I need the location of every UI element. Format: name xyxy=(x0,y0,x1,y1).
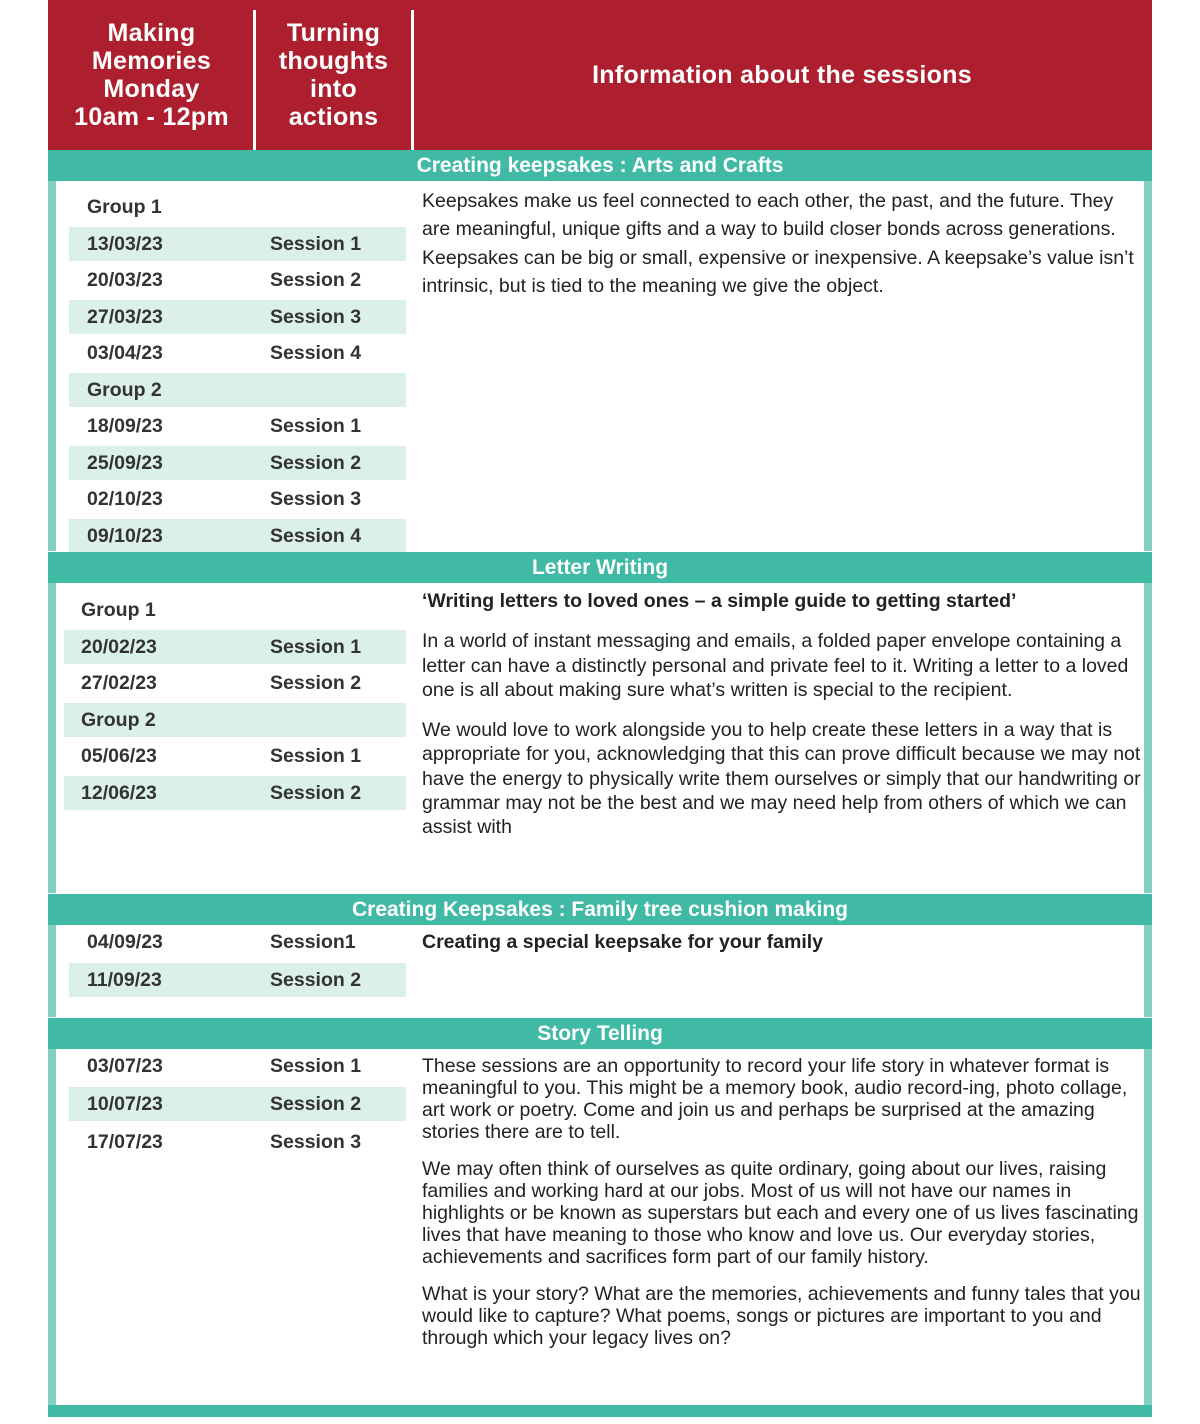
session-info xyxy=(422,929,1144,955)
session-info xyxy=(422,589,1144,840)
info-paragraph: We would love to work alongside you to help create these letters in a way that is appropriate for you, acknowledging that this can prove difficult because we may not have the energy to physically write them ourselves or simply that our handwriting or grammar may not be the best and we may need help from others of which we can assist with xyxy=(422,719,1141,839)
session-label: Session 2 xyxy=(270,451,362,474)
table-row xyxy=(69,300,406,334)
session-date: 13/03/23 xyxy=(87,232,163,255)
session-date: 27/02/23 xyxy=(81,672,157,694)
group-label: Group 2 xyxy=(87,378,162,401)
session-label: Session 4 xyxy=(270,342,362,364)
table-row xyxy=(64,776,406,810)
session-date: 20/02/23 xyxy=(81,635,157,658)
table-row xyxy=(69,1049,406,1083)
session-date: 09/10/23 xyxy=(87,524,163,547)
session-date: 18/09/23 xyxy=(87,415,163,437)
header-programme-line: Monday xyxy=(103,75,200,103)
session-label: Session 2 xyxy=(270,672,362,694)
info-subtitle: ‘Writing letters to loved ones – a simple guide to getting started’ xyxy=(422,590,1017,612)
header-programme xyxy=(48,0,255,150)
schedule-document xyxy=(48,0,1152,1349)
group-row xyxy=(69,373,406,407)
session-date: 20/03/23 xyxy=(87,269,163,291)
session-date: 17/07/23 xyxy=(87,1131,163,1153)
session-table xyxy=(69,1049,406,1159)
session-label: Session 1 xyxy=(270,635,362,658)
group-label: Group 2 xyxy=(81,708,156,731)
header-programme-line: 10am - 12pm xyxy=(74,103,229,131)
info-paragraph: In a world of instant messaging and emails, a folded paper envelope containing a letter can have a distinctly personal and private feel to it. Writing a letter to a loved one is all about making sure what’s written is special to the recipient. xyxy=(422,630,1129,701)
session-date: 03/07/23 xyxy=(87,1055,163,1077)
table-row xyxy=(69,227,406,261)
group-row xyxy=(64,703,406,737)
info-subtitle: Creating a special keepsake for your family xyxy=(422,931,824,953)
session-date: 02/10/23 xyxy=(87,488,163,510)
session-label: Session 2 xyxy=(270,1093,362,1115)
session-label: Session 2 xyxy=(270,269,362,291)
table-row xyxy=(64,666,406,700)
bottom-border xyxy=(48,1405,1152,1417)
session-label: Session 3 xyxy=(270,1131,362,1153)
table-row xyxy=(69,446,406,480)
group-row xyxy=(69,190,406,224)
group-label: Group 1 xyxy=(81,599,156,621)
info-paragraph: Keepsakes make us feel connected to each other, the past, and the future. They are meaningful, unique gifts and a way to build closer bonds across generations. Keepsakes can be big or small, expensive or inexpensive. A keepsake’s value isn’t intrinsic, but is tied to the meaning we give the object. xyxy=(422,190,1134,297)
section-title-story-telling: Story Telling xyxy=(48,1018,1152,1049)
session-table xyxy=(69,925,406,997)
session-label: Session 1 xyxy=(270,232,362,255)
section-title-arts-crafts: Creating keepsakes : Arts and Crafts xyxy=(48,150,1152,181)
session-date: 03/04/23 xyxy=(87,342,163,364)
section-title-letter-writing: Letter Writing xyxy=(48,552,1152,583)
table-row xyxy=(69,519,406,553)
session-info xyxy=(422,1055,1144,1349)
section-story-telling xyxy=(48,1049,1152,1405)
info-paragraph: We may often think of ourselves as quite ordinary, going about our lives, raising families and working hard at our jobs. Most of us will not have our names in highlights or be known as superstars but each and every one of us lives fascinating lives that have meaning to those who know and love us. Our everyday stories, achievements and sacrifices form part of our family history. xyxy=(422,1158,1139,1268)
session-label: Session 3 xyxy=(270,488,362,510)
session-label: Session 3 xyxy=(270,305,362,328)
header-subtitle-line: into xyxy=(309,75,357,103)
table-row xyxy=(69,263,406,297)
session-date: 11/09/23 xyxy=(87,969,162,991)
session-date: 25/09/23 xyxy=(87,451,163,474)
header-subtitle-line: actions xyxy=(288,103,379,131)
session-table xyxy=(69,190,406,553)
header-subtitle xyxy=(255,0,412,150)
table-row xyxy=(64,739,406,773)
session-label: Session 2 xyxy=(270,781,362,804)
table-row xyxy=(69,925,406,959)
table-row xyxy=(69,482,406,516)
session-label: Session1 xyxy=(270,931,356,953)
session-table xyxy=(64,593,406,810)
table-header xyxy=(48,0,1152,150)
table-row xyxy=(69,409,406,443)
group-row xyxy=(64,593,406,627)
info-paragraph: What is your story? What are the memories, achievements and funny tales that you would like to capture? What poems, songs or pictures are important to you and through which your legacy lives on? xyxy=(422,1283,1141,1349)
table-row xyxy=(69,963,406,997)
section-letter-writing xyxy=(48,583,1152,893)
info-paragraph: These sessions are an opportunity to record your life story in whatever format is meaningful to you. This might be a memory book, audio record-ing, photo collage, art work or poetry. Come and join us and perhaps be surprised at the amazing stories there are to tell. xyxy=(422,1055,1128,1143)
session-label: Session 1 xyxy=(270,745,362,767)
session-date: 10/07/23 xyxy=(87,1093,163,1115)
session-info xyxy=(422,187,1144,300)
table-row xyxy=(69,336,406,370)
group-label: Group 1 xyxy=(87,196,162,218)
table-row xyxy=(64,630,406,664)
table-row xyxy=(69,1125,406,1159)
session-label: Session 2 xyxy=(270,969,362,991)
section-arts-crafts xyxy=(48,181,1152,551)
session-date: 04/09/23 xyxy=(87,931,163,953)
header-info-title: Information about the sessions xyxy=(592,61,972,89)
header-subtitle-line: Turning xyxy=(286,19,381,47)
section-cushion-making xyxy=(48,925,1152,1017)
header-programme-line: Making xyxy=(107,19,196,47)
table-row xyxy=(69,1087,406,1121)
session-label: Session 4 xyxy=(270,524,362,547)
session-label: Session 1 xyxy=(270,1055,362,1077)
section-title-cushion-making: Creating Keepsakes : Family tree cushion making xyxy=(48,894,1152,925)
header-programme-line: Memories xyxy=(91,47,212,75)
header-subtitle-line: thoughts xyxy=(278,47,389,75)
session-label: Session 1 xyxy=(270,415,362,437)
session-date: 12/06/23 xyxy=(81,781,157,804)
session-date: 05/06/23 xyxy=(81,745,157,767)
session-date: 27/03/23 xyxy=(87,305,163,328)
